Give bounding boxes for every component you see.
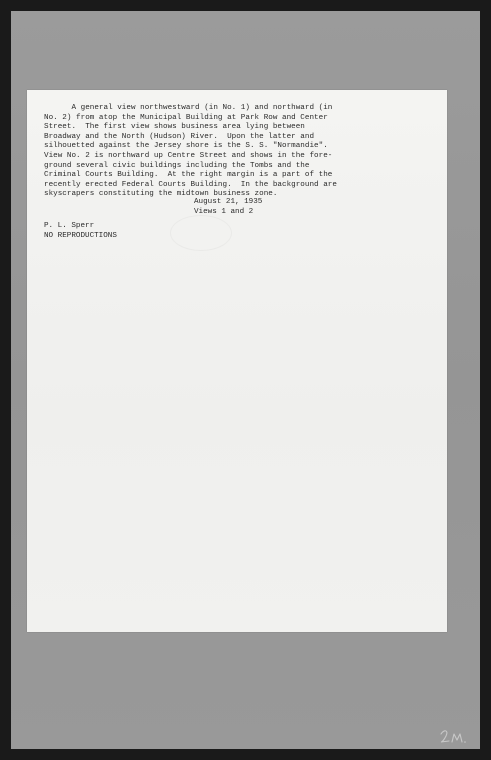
caption-line: silhouetted against the Jersey shore is the S. S. "Normandie". bbox=[44, 142, 328, 151]
caption-line: No. 2) from atop the Municipal Building at Park Row and Center bbox=[44, 113, 328, 122]
pencil-note-mark bbox=[438, 726, 472, 746]
caption-line: A general view northwestward (in No. 1) and northward (in bbox=[44, 104, 333, 112]
caption-line: Street. The first view shows business area lying between bbox=[44, 123, 305, 132]
caption-line: Criminal Courts Building. At the right margin is a part of the bbox=[44, 171, 333, 180]
caption-line: recently erected Federal Courts Building. In the background are bbox=[44, 180, 337, 189]
photographer-name: P. L. Sperr bbox=[44, 222, 95, 230]
caption-line: Broadway and the North (Hudson) River. Upon the latter and bbox=[44, 132, 315, 141]
caption-text bbox=[44, 104, 368, 200]
faint-stamp-mark bbox=[170, 215, 232, 251]
caption-line: ground several civic buildings including the Tombs and the bbox=[44, 161, 310, 170]
date-line: August 21, 1935 bbox=[194, 198, 263, 206]
restriction-notice: NO REPRODUCTIONS bbox=[44, 231, 117, 240]
caption-line: skyscrapers constituting the midtown business zone. bbox=[44, 190, 278, 199]
credit-block bbox=[44, 222, 117, 241]
views-line: Views 1 and 2 bbox=[194, 207, 254, 216]
caption-line: View No. 2 is northward up Centre Street and shows in the fore- bbox=[44, 151, 333, 160]
date-block bbox=[194, 198, 262, 217]
